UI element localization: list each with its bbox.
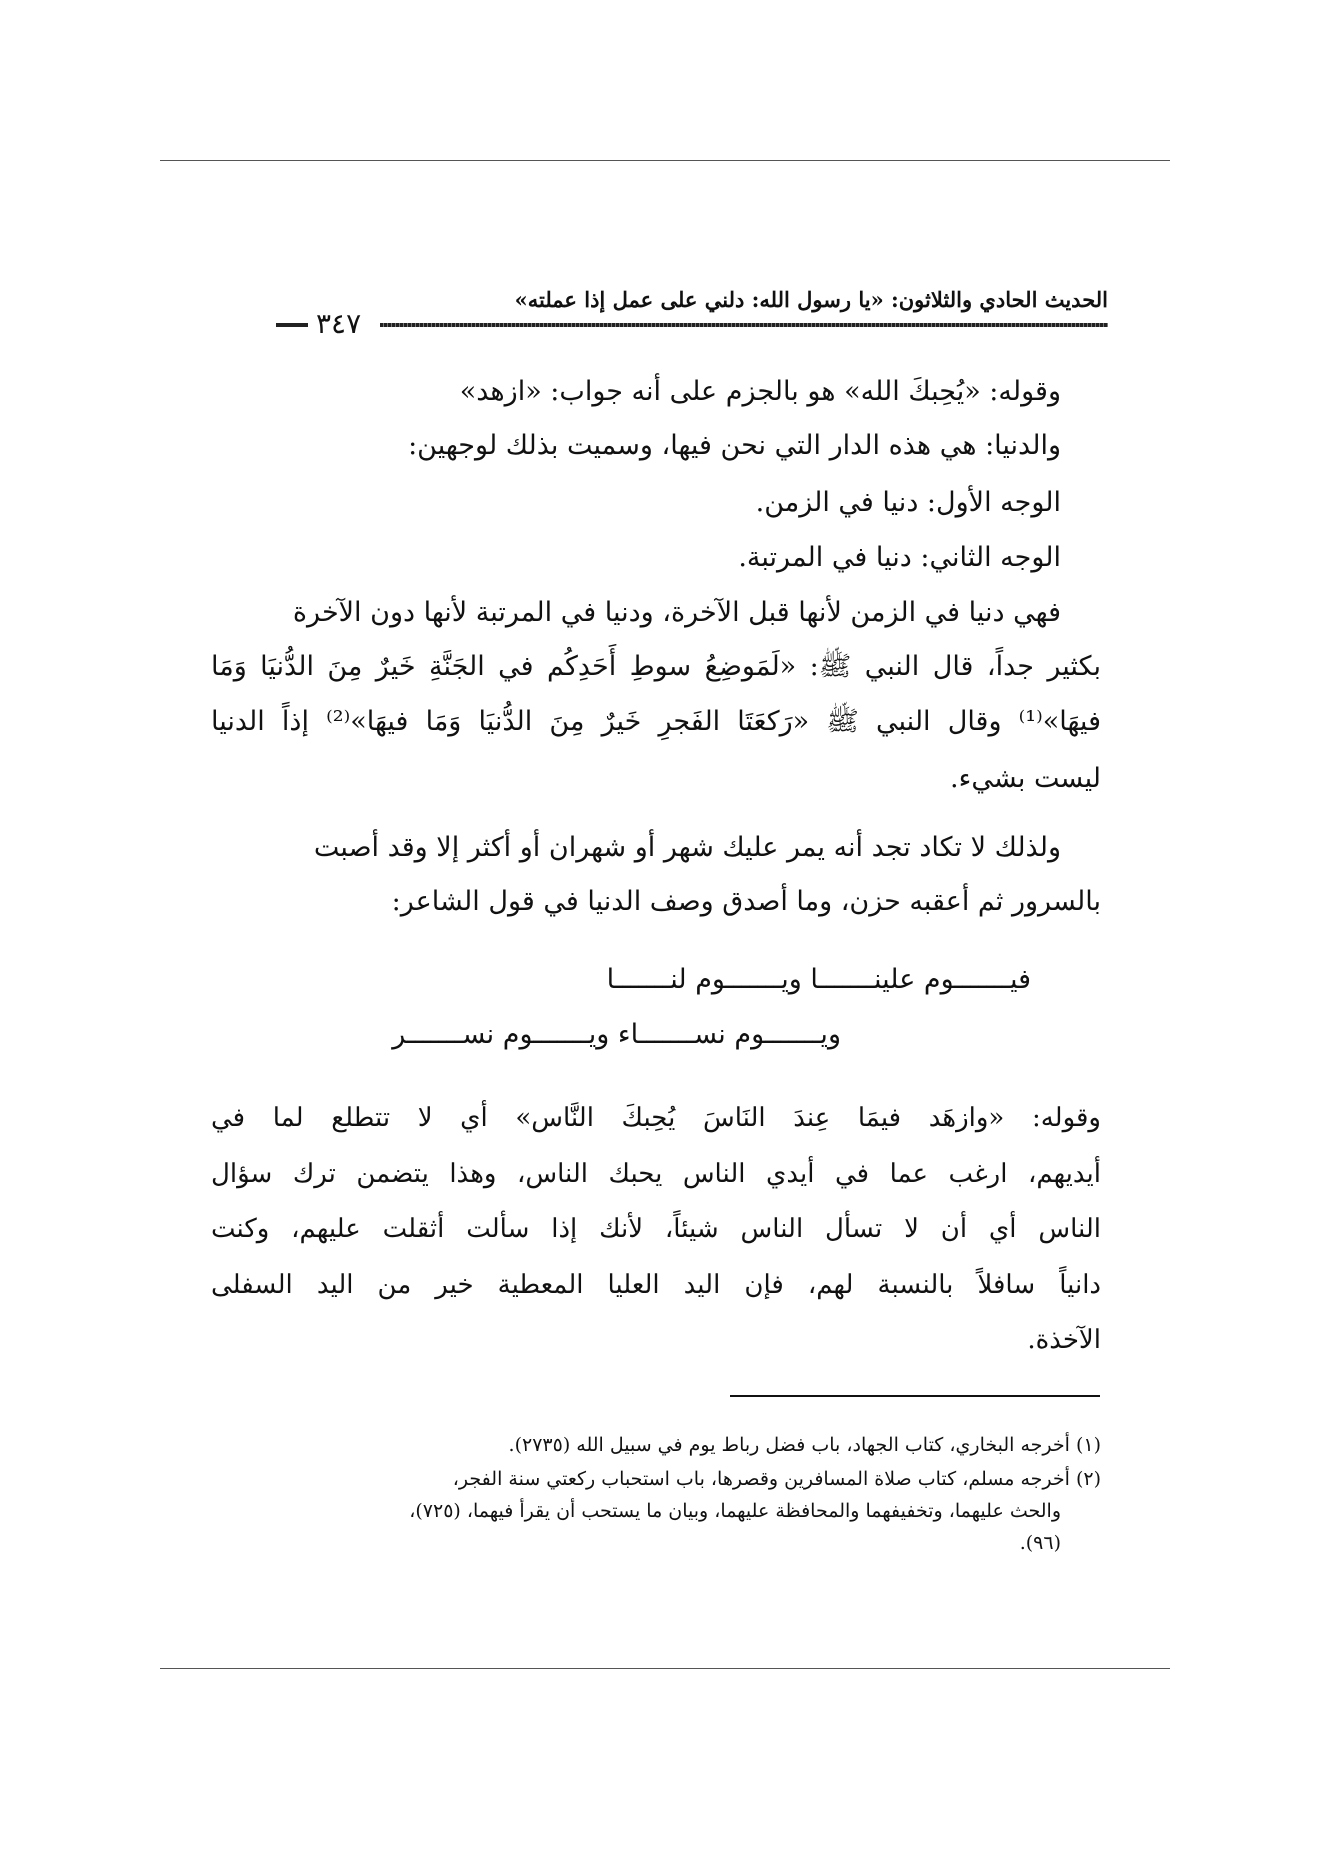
- footnote-2-line-1: (٢) أخرجه مسلم، كتاب صلاة المسافرين وقصرها، باب استحباب ركعتي سنة الفجر،: [452, 1468, 1101, 1490]
- footnote-2-line-3: (٩٦).: [1019, 1532, 1061, 1554]
- bottom-page-rule: [160, 1668, 1170, 1669]
- header-ornament-bar: [380, 323, 1108, 327]
- verse-hemistich-1: فيـــــــوم علينـــــــا ويـــــــوم لنـــــــا: [606, 964, 1031, 995]
- body-line-10: بالسرور ثم أعقبه حزن، وما أصدق وصف الدنيا في قول الشاعر:: [391, 886, 1101, 917]
- body-line-11: وقوله: «وازهَد فيمَا عِندَ النَاسَ يُحِبكَ النَّاس» أي لا تتطلع لما في: [211, 1103, 1101, 1133]
- footnote-1: (١) أخرجه البخاري، كتاب الجهاد، باب فضل رباط يوم في سبيل الله (٢٧٣٥).: [508, 1434, 1101, 1456]
- footnote-separator: [730, 1395, 1100, 1397]
- body-line-2: والدنيا: هي هذه الدار التي نحن فيها، وسميت بذلك لوجهين:: [408, 430, 1061, 461]
- body-line-8: ليست بشيء.: [950, 763, 1101, 794]
- body-line-14: دانياً سافلاً بالنسبة لهم، فإن اليد العليا المعطية خير من اليد السفلى: [211, 1270, 1101, 1300]
- body-line-6: بكثير جداً، قال النبي ﷺ: «لَمَوضِعُ سوطِ أَحَدِكُم في الجَنَّةِ خَيرٌ مِنَ الدُّنيَا وَمَا: [211, 651, 1101, 682]
- body-line-15: الآخذة.: [1027, 1325, 1101, 1355]
- body-line-12: أيديهم، ارغب عما في أيدي الناس يحبك الناس، وهذا يتضمن ترك سؤال: [211, 1159, 1101, 1189]
- verse-hemistich-2: ويـــــــوم نســـــــاء ويـــــــوم نســـــــر: [392, 1019, 841, 1050]
- body-line-4: الوجه الثاني: دنيا في المرتبة.: [738, 542, 1061, 573]
- body-line-3: الوجه الأول: دنيا في الزمن.: [755, 487, 1061, 518]
- page-number-ornament: [276, 323, 308, 327]
- header-title: الحديث الحادي والثلاثون: «يا رسول الله: دلني على عمل إذا عملته»: [514, 287, 1108, 312]
- body-line-1: وقوله: «يُحِبكَ الله» هو بالجزم على أنه جواب: «ازهد»: [459, 376, 1061, 407]
- body-line-7: فيهَا»⁽¹⁾ وقال النبي ﷺ «رَكعَتَا الفَجرِ خَيرٌ مِنَ الدُّنيَا وَمَا فيهَا»⁽²⁾ إذاً الدنيا: [211, 706, 1101, 737]
- page-number: ٣٤٧: [316, 307, 362, 340]
- footnote-2-line-2: والحث عليهما، وتخفيفهما والمحافظة عليهما، وبيان ما يستحب أن يقرأ فيهما، (٧٢٥)،: [409, 1500, 1061, 1522]
- top-page-rule: [160, 160, 1170, 161]
- body-line-9: ولذلك لا تكاد تجد أنه يمر عليك شهر أو شهران أو أكثر إلا وقد أصبت: [313, 832, 1061, 863]
- body-line-13: الناس أي أن لا تسأل الناس شيئاً، لأنك إذا سألت أثقلت عليهم، وكنت: [211, 1214, 1101, 1244]
- running-header: [268, 287, 1108, 340]
- body-line-5: فهي دنيا في الزمن لأنها قبل الآخرة، ودنيا في المرتبة لأنها دون الآخرة: [292, 597, 1061, 628]
